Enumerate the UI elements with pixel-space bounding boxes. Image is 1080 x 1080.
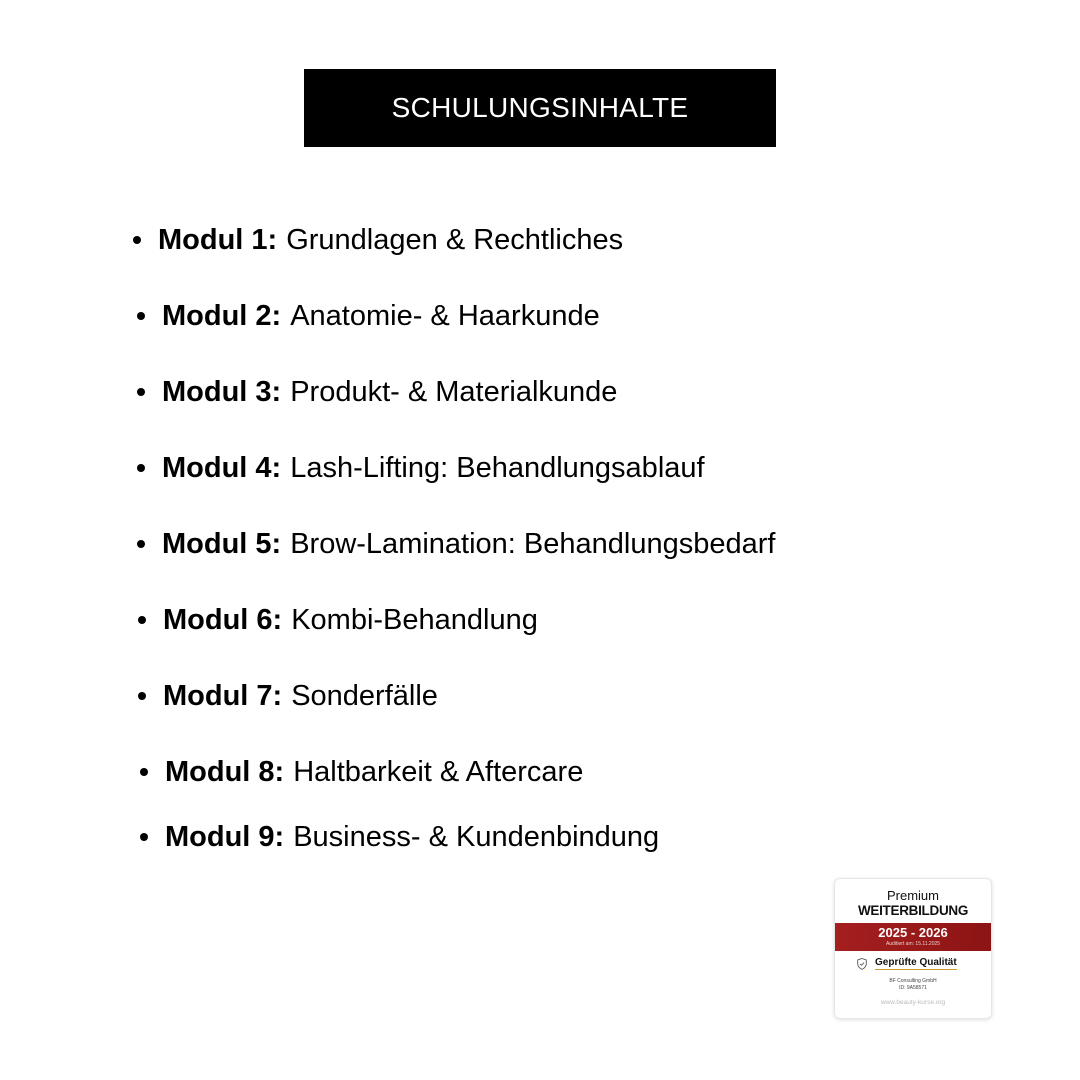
badge-audit-date: Auditiert am: 15.11.2025 [885, 941, 941, 947]
module-text: Grundlagen & Rechtliches [286, 223, 624, 256]
bullet-icon [137, 312, 145, 320]
list-item-modul-2 [137, 296, 600, 336]
module-label: Modul 6: [163, 603, 283, 636]
title-banner [304, 69, 776, 147]
shield-check-icon [857, 958, 867, 970]
list-item-modul-1 [133, 220, 623, 260]
module-label: Modul 3: [162, 375, 282, 408]
module-text: Produkt- & Materialkunde [290, 375, 618, 408]
badge-weiterbildung-text: WEITERBILDUNG [857, 903, 969, 918]
bullet-icon [138, 692, 146, 700]
badge-quality-text: Geprüfte Qualität [875, 957, 957, 968]
list-item-modul-8 [140, 752, 583, 792]
list-item-modul-5 [137, 524, 775, 564]
list-item-modul-3 [137, 372, 617, 412]
module-text: Brow-Lamination: Behandlungsbedarf [290, 527, 776, 560]
module-label: Modul 7: [163, 679, 283, 712]
badge-quality-row [857, 957, 957, 970]
badge-years: 2025 - 2026 [878, 925, 948, 940]
module-label: Modul 2: [162, 299, 282, 332]
badge-company: BF Consulting GmbH [889, 978, 937, 984]
list-item-modul-4 [137, 448, 705, 488]
bullet-icon [140, 833, 148, 841]
badge-year-band [835, 923, 991, 951]
module-text: Anatomie- & Haarkunde [290, 299, 600, 332]
module-text: Lash-Lifting: Behandlungsablauf [290, 451, 705, 484]
bullet-icon [137, 540, 145, 548]
badge-id: ID: 9A58571 [899, 985, 927, 991]
bullet-icon [138, 616, 146, 624]
module-text: Business- & Kundenbindung [293, 820, 660, 853]
module-label: Modul 4: [162, 451, 282, 484]
list-item-modul-6 [138, 600, 538, 640]
module-text: Kombi-Behandlung [291, 603, 538, 636]
module-label: Modul 8: [165, 755, 285, 788]
module-label: Modul 9: [165, 820, 285, 853]
module-text: Haltbarkeit & Aftercare [293, 755, 584, 788]
bullet-icon [133, 236, 141, 244]
list-item-modul-9 [140, 817, 659, 857]
page-title: SCHULUNGSINHALTE [391, 92, 689, 123]
module-text: Sonderfälle [291, 679, 438, 712]
badge-url: www.beauty-kurse.org [880, 999, 946, 1006]
list-item-modul-7 [138, 676, 438, 716]
quality-seal-badge [834, 878, 992, 1019]
bullet-icon [137, 388, 145, 396]
module-label: Modul 5: [162, 527, 282, 560]
bullet-icon [137, 464, 145, 472]
badge-premium-text: Premium [886, 888, 939, 903]
bullet-icon [140, 768, 148, 776]
module-label: Modul 1: [158, 223, 278, 256]
